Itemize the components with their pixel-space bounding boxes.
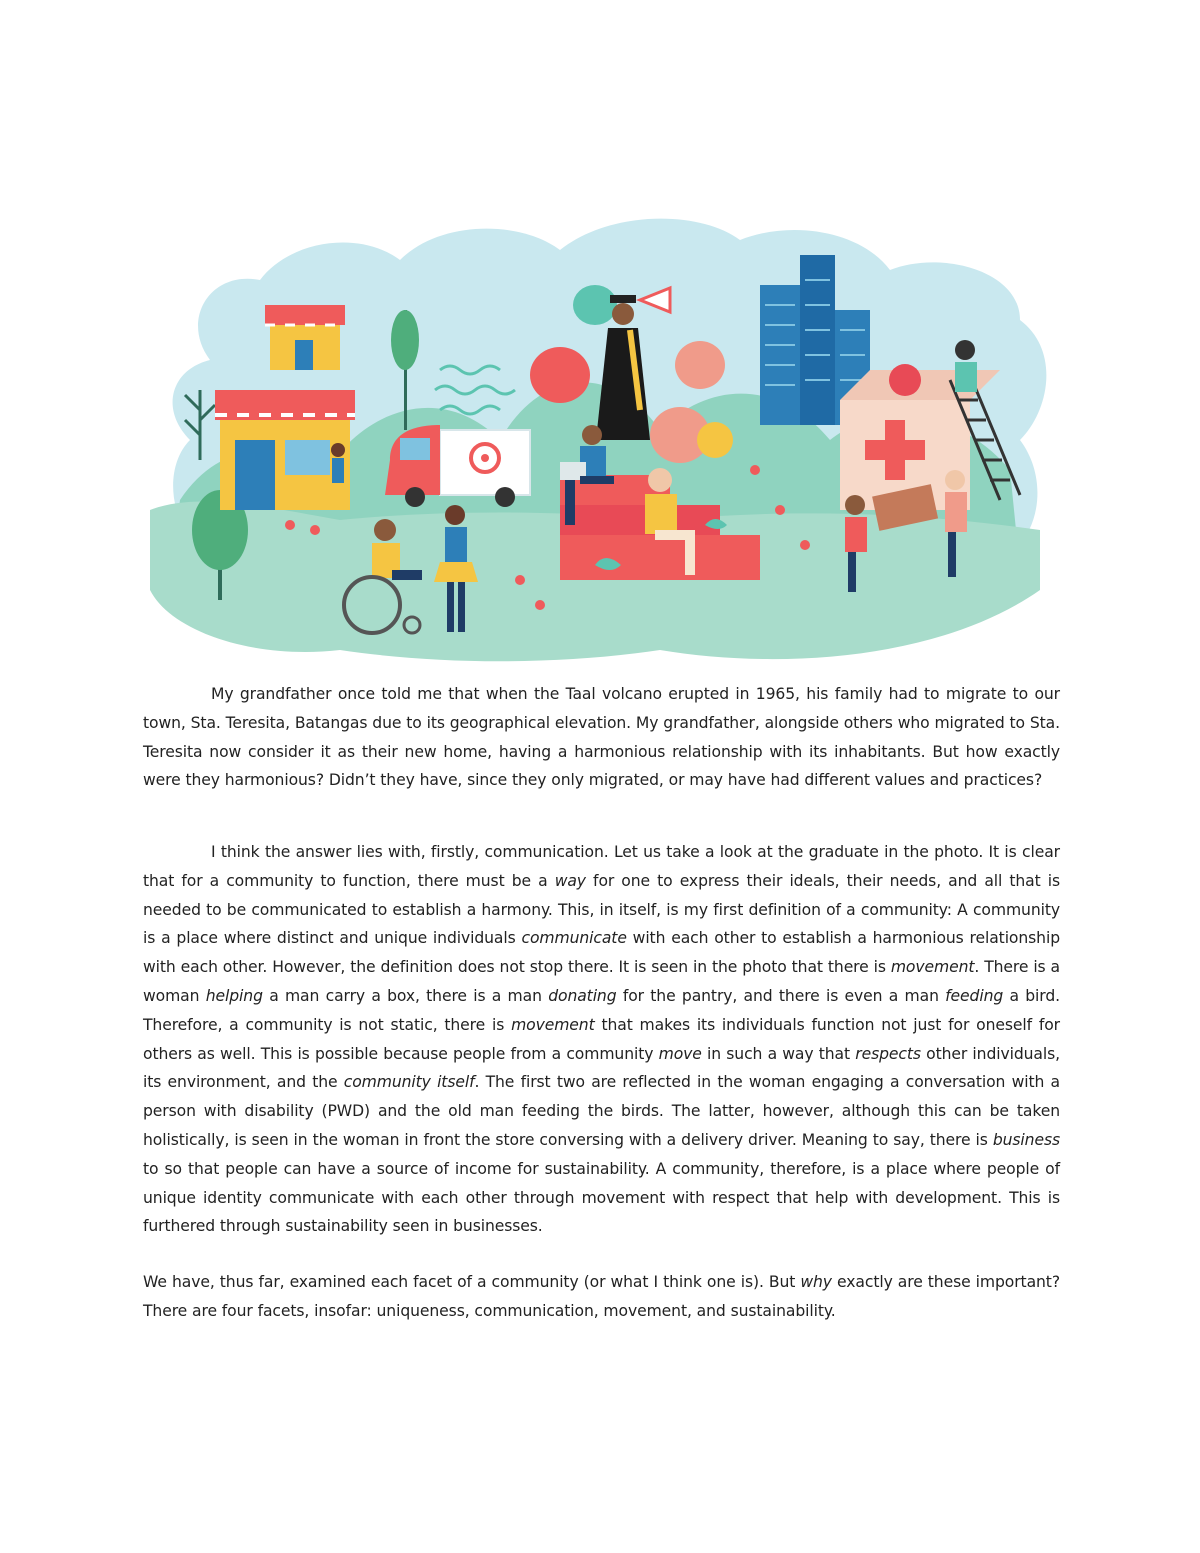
text-run: a bird. Therefore, a community is not static, there is	[143, 986, 1060, 1034]
paragraph-2	[143, 838, 1060, 1241]
italic-run: helping	[205, 986, 263, 1005]
italic-run: respects	[855, 1044, 921, 1063]
paragraph-text	[143, 838, 1060, 1241]
text-run: in such a way that	[701, 1044, 856, 1063]
paragraph-3	[143, 1268, 1060, 1326]
italic-run: why	[800, 1273, 832, 1291]
italic-run: movement	[511, 1015, 595, 1034]
text-run: My grandfather once told me that when the Taal volcano erupted in 1965, his family had to migrate to our town, Sta. Teresita, Batangas due to its geographical elevation. My grandfather, alongside others who migrated to Sta. Teresita now consider it as their new home, having a harmonious relationship with its inhabitants. But how exactly were they harmonious? Didn’t they have, since they only migrated, or may have had different values and practices?	[143, 685, 1060, 790]
text-run: . There is a woman	[143, 958, 1060, 1005]
text-run: that makes its individuals function not just for oneself for others as well. This is possible because people from a community	[143, 1015, 1060, 1063]
text-run: to so that people can have a source of income for sustainability. A community, therefore, is a place where people of unique identity communicate with each other through movement with respect that help with development. This is furthered through sustainability seen in businesses.	[143, 1159, 1060, 1236]
text-run: other individuals, its environment, and the	[143, 1044, 1060, 1092]
italic-run: donating	[548, 986, 617, 1005]
text-run: with each other to establish a harmonious relationship with each other. However, the definition does not stop there. It is seen in the photo that there is	[143, 929, 1060, 977]
italic-run: move	[658, 1044, 702, 1063]
italic-run: business	[992, 1130, 1060, 1149]
paragraph-text	[143, 680, 1060, 795]
delivery-truck	[385, 425, 530, 507]
italic-run: communicate	[521, 929, 627, 948]
italic-run: movement	[890, 958, 975, 977]
italic-run: feeding	[945, 986, 1004, 1005]
small-store	[265, 305, 345, 370]
text-run: exactly are these important? There are four facets, insofar: uniqueness, communication, movement, and sustainability.	[143, 1273, 1060, 1320]
text-run: a man carry a box, there is a man	[262, 986, 549, 1005]
text-run: I think the answer lies with, firstly, communication. Let us take a look at the graduate in the photo. It is clear that for a community to function, there must be a	[143, 843, 1060, 890]
paragraph-text	[143, 1268, 1060, 1326]
community-illustration	[140, 210, 1060, 665]
text-run: . The first two are reflected in the woman engaging a conversation with a person with disability (PWD) and the old man feeding the birds. The latter, however, although this can be taken holistically, is seen in the woman in front the store conversing with a delivery driver. Meaning to say, there is	[143, 1073, 1060, 1149]
text-run: for the pantry, and there is even a man	[616, 986, 946, 1005]
text-run: for one to express their ideals, their needs, and all that is needed to be communicated to establish a harmony. This, in itself, is my first definition of a community: A community is a place where distinct and unique individuals	[143, 871, 1060, 948]
woman-at-store	[331, 443, 345, 505]
paragraph-1	[143, 680, 1060, 795]
text-run: We have, thus far, examined each facet of a community (or what I think one is). But	[143, 1273, 801, 1291]
italic-run: community itself	[343, 1073, 475, 1092]
italic-run: way	[554, 871, 586, 890]
